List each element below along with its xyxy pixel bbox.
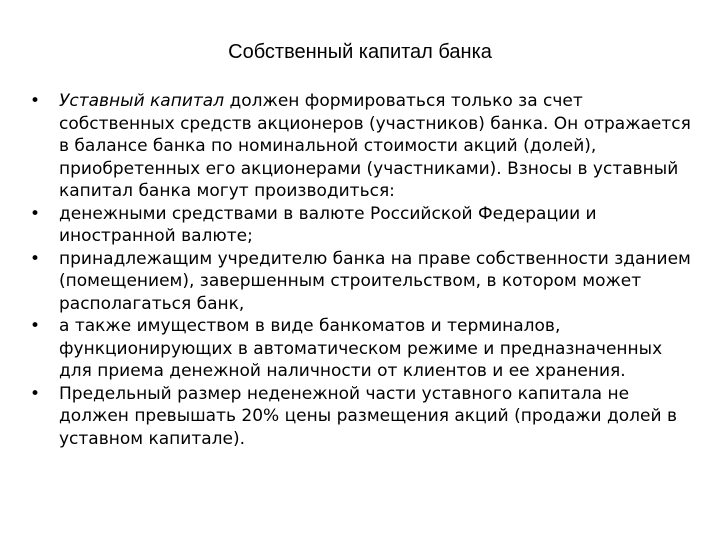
bullet-marker: • [30, 91, 41, 111]
bullet-list [30, 90, 698, 450]
term-authorized-capital: Уставный капитал [59, 91, 225, 111]
bullet-text: принадлежащим учредителю банка на праве собственности зданием (помещением), завершенным строительством, в котором может располагаться банк, [59, 248, 691, 314]
bullet-text: Предельный размер неденежной части уставного капитала не должен превышать 20% цены размещения акций (продажи долей в уставном капитале). [59, 383, 677, 449]
bullet-item-noncash-limit [30, 383, 698, 451]
bullet-text: должен формироваться только за счет собственных средств акционеров (участников) банка. Он отражается в балансе банка по номинальной стоимости акций (долей), приобретенных его акционерами (участниками). Взносы в уставный капитал банка могут производиться: [59, 91, 691, 201]
bullet-marker: • [30, 316, 41, 336]
bullet-marker: • [30, 203, 41, 224]
slide-title: Собственный капитал банка [228, 41, 492, 63]
bullet-marker: • [30, 383, 41, 404]
bullet-item-authorized-capital [30, 90, 698, 203]
bullet-item-building-contributions [30, 248, 698, 316]
bullet-text: денежными средствами в валюте Российской Федерации и иностранной валюте; [59, 203, 597, 246]
bullet-text: а также имуществом в виде банкоматов и терминалов, функционирующих в автоматическом режиме и предназначенных для приема денежной наличности от клиентов и ее хранения. [59, 316, 663, 381]
bullet-item-cash-contributions [30, 203, 698, 248]
bullet-item-atm-contributions [30, 315, 698, 383]
bullet-marker: • [30, 248, 41, 269]
